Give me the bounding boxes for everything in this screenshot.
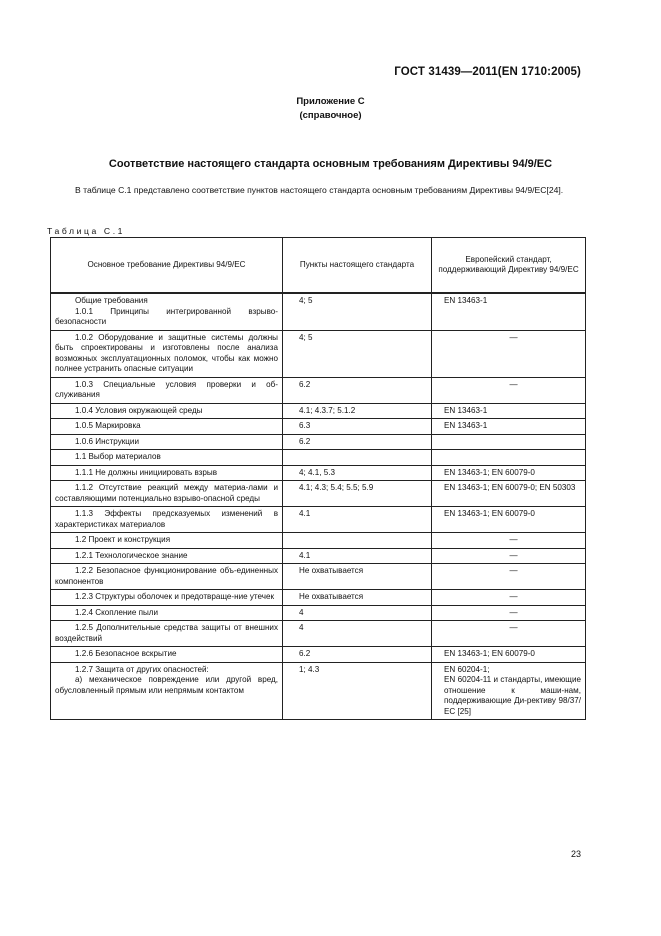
- points-cell: 4.1; 4.3; 5.4; 5.5; 5.9: [283, 481, 432, 507]
- table-row: [51, 621, 586, 647]
- requirement-cell: [51, 419, 283, 435]
- standard-cell: EN 13463-1: [432, 419, 586, 435]
- standard-cell: EN 13463-1: [432, 293, 586, 330]
- appendix-note: (справочное): [299, 110, 362, 121]
- table-row: [51, 548, 586, 564]
- table-body: [51, 293, 586, 720]
- requirement-text: 1.1 Выбор материалов: [75, 452, 161, 461]
- table-row: [51, 481, 586, 507]
- appendix-title: Приложение С: [296, 96, 365, 107]
- points-cell: 4; 5: [283, 293, 432, 330]
- table-row: [51, 533, 586, 549]
- standard-cell: [432, 450, 586, 466]
- points-cell: 4; 4.1, 5.3: [283, 465, 432, 481]
- requirement-cell: [51, 450, 283, 466]
- standard-cell: [432, 434, 586, 450]
- section-title: Соответствие настоящего стандарта основным требованиям Директивы 94/9/ЕС: [108, 158, 553, 170]
- points-cell: 6.2: [283, 434, 432, 450]
- points-cell: Не охватывается: [283, 564, 432, 590]
- table-row: [51, 450, 586, 466]
- points-cell: 4.1: [283, 548, 432, 564]
- points-cell: 4.1: [283, 507, 432, 533]
- standard-cell: —: [432, 564, 586, 590]
- requirement-text: 1.0.2 Оборудование и защитные системы должны быть спроектированы и изготовлены после анализа возможных эксплуатационных поломок, чтобы как можно полнее устранить опасные ситуации: [55, 332, 278, 373]
- points-cell: Не охватывается: [283, 590, 432, 606]
- table-row: [51, 377, 586, 403]
- requirement-text: 1.0.4 Условия окружающей среды: [75, 405, 203, 415]
- requirement-cell: [51, 533, 283, 549]
- compliance-table: [50, 237, 586, 720]
- points-cell: 6.2: [283, 647, 432, 663]
- requirement-text: 1.0.3 Специальные условия проверки и об-служивания: [55, 379, 278, 399]
- requirement-text: 1.0.5 Маркировка: [75, 421, 141, 430]
- points-cell: 4.1; 4.3.7; 5.1.2: [283, 403, 432, 419]
- requirement-cell: [51, 621, 283, 647]
- requirement-text: 1.2.1 Технологическое знание: [75, 550, 188, 560]
- requirement-cell: [51, 481, 283, 507]
- table-row: [51, 564, 586, 590]
- standard-cell: EN 60204-1; EN 60204-11 и стандарты, имеющие отношение к маши-нам, поддерживающие Ди-рективу 98/37/ЕС [25]: [432, 662, 586, 720]
- requirement-text: 1.2.6 Безопасное вскрытие: [75, 649, 177, 658]
- points-cell: 6.3: [283, 419, 432, 435]
- requirement-cell: [51, 507, 283, 533]
- table-row: [51, 419, 586, 435]
- table-row: [51, 465, 586, 481]
- header-points: Пункты настоящего стандарта: [283, 238, 432, 294]
- standard-cell: —: [432, 590, 586, 606]
- table-row: [51, 434, 586, 450]
- standard-cell: EN 13463-1; EN 60079-0; EN 50303: [432, 481, 586, 507]
- requirement-cell: [51, 293, 283, 330]
- standard-cell: —: [432, 548, 586, 564]
- requirement-text: 1.2.3 Структуры оболочек и предотвраще-ние утечек: [75, 592, 275, 601]
- requirement-cell: [51, 377, 283, 403]
- requirement-cell: [51, 434, 283, 450]
- requirement-text: 1.2.4 Скопление пыли: [75, 607, 159, 617]
- requirement-cell: [51, 605, 283, 621]
- standard-cell: —: [432, 605, 586, 621]
- table-header-row: [51, 238, 586, 294]
- header-requirement: Основное требование Директивы 94/9/ЕС: [51, 238, 283, 294]
- table-row: [51, 662, 586, 720]
- standard-cell: —: [432, 377, 586, 403]
- document-header: ГОСТ 31439—2011(EN 1710:2005): [394, 66, 581, 78]
- points-cell: 6.2: [283, 377, 432, 403]
- requirement-text: 1.1.1 Не должны инициировать взрыв: [75, 467, 217, 477]
- requirement-cell: [51, 647, 283, 663]
- requirement-lead: 1.2.7 Защита от других опасностей:: [75, 664, 209, 674]
- standard-cell: EN 13463-1; EN 60079-0: [432, 507, 586, 533]
- table-row: [51, 605, 586, 621]
- points-cell: [283, 533, 432, 549]
- requirement-text: 1.0.6 Инструкции: [75, 436, 139, 446]
- points-cell: 4: [283, 621, 432, 647]
- table-row: [51, 403, 586, 419]
- standard-cell: EN 13463-1; EN 60079-0: [432, 465, 586, 481]
- points-cell: 4: [283, 605, 432, 621]
- requirement-cell: [51, 662, 283, 720]
- standard-cell: EN 13463-1; EN 60079-0: [432, 647, 586, 663]
- requirement-cell: [51, 465, 283, 481]
- requirement-cell: [51, 330, 283, 377]
- requirement-text: 1.2.5 Дополнительные средства защиты от внешних воздействий: [55, 623, 278, 643]
- standard-cell: —: [432, 330, 586, 377]
- table-row: [51, 507, 586, 533]
- requirement-text: 1.0.1 Принципы интегрированной взрыво-безопасности: [55, 306, 278, 326]
- points-cell: 1; 4.3: [283, 662, 432, 720]
- requirement-text: 1.1.3 Эффекты предсказуемых изменений в характеристиках материалов: [55, 509, 278, 529]
- appendix-heading: [0, 95, 661, 123]
- standard-cell: EN 13463-1: [432, 403, 586, 419]
- header-standard: Европейский стандарт, поддерживающий Директиву 94/9/ЕС: [432, 238, 586, 294]
- requirement-cell: [51, 403, 283, 419]
- requirement-text: 1.2.2 Безопасное функционирование объ-единенных компонентов: [55, 566, 278, 586]
- table-label: Таблица С.1: [47, 226, 126, 236]
- standard-cell: —: [432, 621, 586, 647]
- requirement-cell: [51, 548, 283, 564]
- requirement-text: а) механическое повреждение или другой вред, обусловленный прямым или непрямым контактом: [55, 675, 278, 695]
- points-cell: [283, 450, 432, 466]
- table-row: [51, 330, 586, 377]
- requirement-text: 1.2 Проект и конструкция: [75, 535, 171, 544]
- table-row: [51, 293, 586, 330]
- requirement-lead: Общие требования: [75, 296, 148, 305]
- table-row: [51, 590, 586, 606]
- page-number: 23: [570, 849, 581, 859]
- intro-paragraph: В таблице С.1 представлено соответствие пунктов настоящего стандарта основным требованиям Директивы 94/9/ЕС[24].: [75, 185, 564, 195]
- requirement-cell: [51, 590, 283, 606]
- table-row: [51, 647, 586, 663]
- requirement-cell: [51, 564, 283, 590]
- standard-cell: —: [432, 533, 586, 549]
- requirement-text: 1.1.2 Отсутствие реакций между материа-лами и составляющими потенциально взрыво-опасной среды: [55, 483, 278, 503]
- points-cell: 4; 5: [283, 330, 432, 377]
